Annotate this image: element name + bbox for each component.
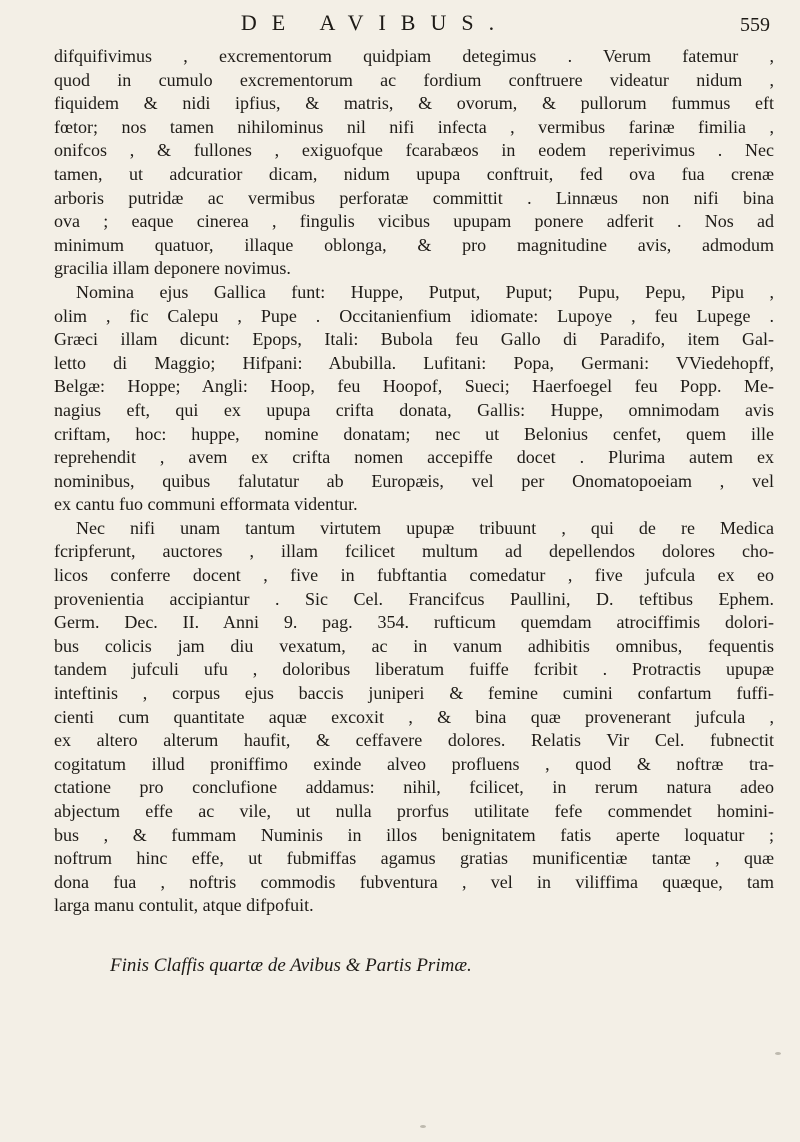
text-line: ctatione pro conclufione addamus: nihil, fcilicet, in rerum natura adeo [54, 777, 774, 798]
text-line: dona fua , noftris commodis fubventura , vel in viliffima quæque, tam [54, 871, 774, 892]
page-header [0, 8, 800, 44]
ink-speck [775, 1052, 781, 1055]
text-line: larga manu contulit, atque difpofuit. [54, 895, 314, 916]
text-line: criftam, hoc: huppe, nomine donatam; nec ut Belonius cenfet, quem ille [54, 423, 774, 444]
text-line: reprehendit , avem ex crifta nomen accepiffe docet . Plurima autem ex [54, 447, 774, 468]
text-line: abjectum effe ac vile, ut nulla prorfus utilitate fefe commendet homini- [54, 801, 774, 821]
body-text [54, 45, 774, 918]
text-line: gracilia illam deponere novimus. [54, 258, 291, 279]
text-line: cienti cum quantitate aquæ excoxit , & bina quæ provenerant jufcula , [54, 706, 774, 727]
text-line: Germ. Dec. II. Anni 9. pag. 354. rufticum quemdam atrociffimis dolori- [54, 612, 774, 633]
text-line: fcripferunt, auctores , illam fcilicet multum ad depellendos dolores cho- [54, 541, 774, 562]
text-line: ova ; eaque cinerea , fingulis vicibus upupam ponere adferit . Nos ad [54, 211, 774, 232]
text-line: ex cantu fuo communi efformata videntur. [54, 494, 358, 515]
running-title: DE AVIBUS. [240, 10, 510, 35]
text-line: cogitatum illud proniffimo exinde alveo profluens , quod & noftræ tra- [54, 753, 774, 774]
text-line: Nec nifi unam tantum virtutem upupæ tribuunt , qui de re Medica [76, 517, 774, 538]
text-line: inteftinis , corpus ejus baccis juniperi & femine cumini confartum fuffi- [54, 683, 774, 704]
text-line: fœtor; nos tamen nihilominus nil nifi infecta , vermibus farinæ fimilia , [54, 116, 774, 137]
page-number: 559 [740, 14, 770, 36]
text-line: quod in cumulo excrementorum ac fordium conftruere videatur nidum , [54, 69, 774, 90]
text-line: noftrum hinc effe, ut fubmiffas agamus gratias munificentiæ tantæ , quæ [54, 848, 774, 869]
ink-speck [420, 1125, 426, 1128]
text-line: Græci illam dicunt: Epops, Itali: Bubola feu Gallo di Paradifo, item Gal- [54, 329, 774, 350]
text-line: minimum quatuor, illaque oblonga, & pro magnitudine avis, admodum [54, 234, 774, 255]
text-line: tandem jufculi ufu , doloribus liberatum fuiffe fcribit . Protractis upupæ [54, 659, 774, 680]
text-line: bus colicis jam diu vexatum, ac in vanum adhibitis omnibus, fequentis [54, 635, 774, 656]
text-line: Nomina ejus Gallica funt: Huppe, Putput, Puput; Pupu, Pepu, Pipu , [76, 281, 774, 302]
text-line: tamen, ut adcuratior dicam, nidum upupa conftruit, fed ova fua crenæ [54, 163, 774, 184]
text-line: letto di Maggio; Hifpani: Abubilla. Lufitani: Popa, Germani: VViedehopff, [54, 352, 774, 373]
text-line: nominibus, quibus falutatur ab Europæis, vel per Onomatopoeiam , vel [54, 470, 774, 491]
text-line: provenientia accipiantur . Sic Cel. Francifcus Paullini, D. teftibus Ephem. [54, 588, 774, 609]
closing-line: Finis Claffis quartæ de Avibus & Partis Primæ. [110, 955, 472, 976]
text-line: nagius eft, qui ex upupa crifta donata, Gallis: Huppe, omnimodam avis [54, 399, 774, 420]
text-line: difquifivimus , excrementorum quidpiam detegimus . Verum fatemur , [54, 46, 774, 66]
text-line: arboris putridæ ac vermibus perforatæ committit . Linnæus non nifi bina [54, 187, 774, 208]
text-line: bus , & fummam Numinis in illos benignitatem fatis aperte loquatur ; [54, 824, 774, 845]
text-line: Belgæ: Hoppe; Angli: Hoop, feu Hoopof, Sueci; Haerfoegel feu Popp. Me- [54, 376, 774, 397]
text-line: fiquidem & nidi ipfius, & matris, & ovorum, & pullorum fummus eft [54, 93, 774, 114]
text-line: olim , fic Calepu , Pupe . Occitanienfium idiomate: Lupoye , feu Lupege . [54, 305, 774, 326]
text-line: ex altero alterum haufit, & ceffavere dolores. Relatis Vir Cel. fubnectit [54, 730, 774, 751]
text-line: onifcos , & fullones , exiguofque fcarabæos in eodem reperivimus . Nec [54, 140, 774, 161]
text-line: licos conferre docent , five in fubftantia comedatur , five jufcula ex eo [54, 565, 774, 586]
